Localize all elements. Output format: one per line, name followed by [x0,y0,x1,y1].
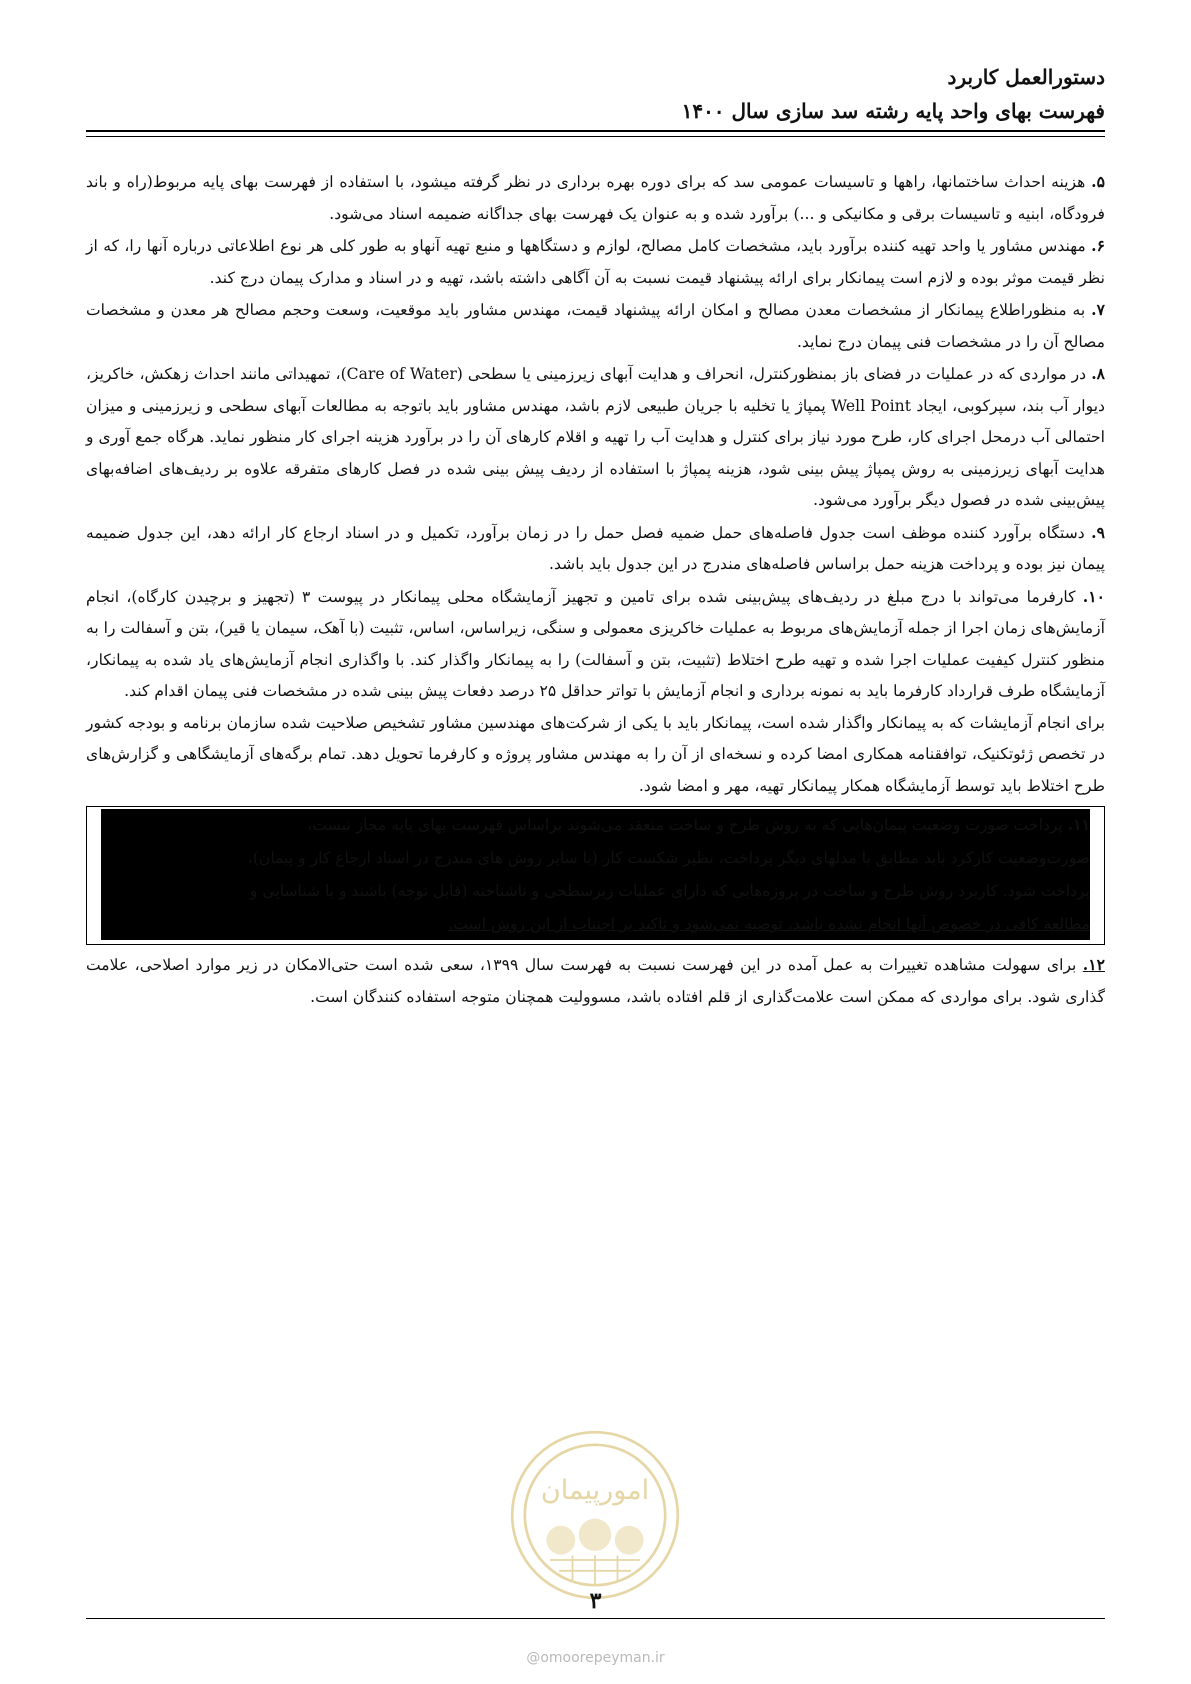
header-rule-thin [86,136,1105,137]
boxed-line-text: مطالعه کافی در خصوص آنها انجام نشده باشد، توصیه نمی‌شود و تاکید بر اجتناب از این روش است. [448,915,1090,933]
paragraph-6 [86,230,1105,294]
paragraph-10-continued [86,708,1105,803]
paragraph-number: ۸. [1091,364,1106,383]
document-body [86,166,1105,1013]
paragraph-text: به منظوراطلاع پیمانکار از مشخصات معدن مصالح و امکان ارائه پیشنهاد قیمت، مهندس مشاور باید موقعیت، وسعت وحجم مصالح هر معدن و مشخصات مصالح آن را در مشخصات فنی پیمان درج نماید. [86,301,1105,351]
header-subtitle: فهرست بهای واحد پایه رشته سد سازی سال ۱۴۰۰ [681,99,1105,123]
paragraph-text: دستگاه برآورد کننده موظف است جدول فاصله‌های حمل ضمیه فصل حمل را در زمان برآورد، تکمیل و در اسناد ارجاع کار ارائه دهد، این جدول ضمیمه پیمان نیز بوده و پرداخت هزینه حمل براساس فاصله‌های مندرج در این جدول باید باشد. [86,523,1105,573]
boxed-line [101,908,1090,940]
paragraph-text: در مواردی که در عملیات در فضای باز بمنظورکنترل، انحراف و هدایت آبهای زیرزمینی یا سطحی (Care of Water)، تمهیداتی مانند احداث زهکش، خاکریز، دیوار آب بند، سپرکوبی، ایجاد Well Point پمپاژ یا تخلیه با جریان طبیعی لازم باشد، مهندس مشاور باید باتوجه به مطالعات آبهای سطحی و زیرزمینی و میزان احتمالی آب درمحل اجرای کار، طرح مورد نیاز برای کنترل و هدایت آب را تهیه و اقلام کارهای آن را در برآورد هزینه اجرای کار منظور نماید. هرگاه جمع آوری و هدایت آبهای زیرزمینی به روش پمپاژ پیش بینی شود، هزینه پمپاژ با استفاده از ردیف پیش بینی شده در فصل کارهای متفرقه علاوه بر ردیف‌های اضافه‌بهای پیش‌بینی شده در فصول دیگر برآورد می‌شود. [86,365,1105,509]
boxed-line-text: پرداخت شود. کاربرد روش طرح و ساخت در پروژه‌هایی که دارای عملیات زیرسطحی و ناشناخته (قابل توجه) باشند و یا شناسایی و [249,882,1090,900]
watermark-logo [505,1425,685,1605]
boxed-line [101,809,1090,842]
paragraph-number: ۶. [1091,236,1105,255]
paragraph-9 [86,517,1105,581]
paragraph-number: ۱۲. [1082,955,1105,974]
boxed-paragraph-11 [86,806,1105,945]
page-header [86,60,1105,128]
boxed-line-text: پرداخت صورت وضعیت پیمان‌هایی که به روش طرح و ساخت منعقد می‌شوند براساس فهرست بهای پایه مجاز نیست، [307,816,1068,834]
paragraph-text: هزینه احداث ساختمانها، راهها و تاسیسات عمومی سد که برای دوره بهره برداری در نظر گرفته میشود، با استفاده از فهرست بهای پایه مربوط(راه و باند فرودگاه، ابنیه و تاسیسات برقی و مکانیکی و ...) برآورد شده و به عنوان یک فهرست بهای جداگانه ضمیمه اسناد می‌شود. [86,173,1105,223]
paragraph-text: مهندس مشاور یا واحد تهیه کننده برآورد باید، مشخصات کامل مصالح، لوازم و دستگاهها و منبع تهیه آنهاو به طور کلی هر نوع اطلاعاتی درباره آنها را، که از نظر قیمت موثر بوده و لازم است پیمانکار برای ارائه پیشنهاد قیمت نسبت به آن آگاهی داشته باشد، تهیه و در اسناد و مدارک پیمان درج کند. [86,237,1105,287]
paragraph-text: برای انجام آزمایشات که به پیمانکار واگذار شده است، پیمانکار باید با یکی از شرکت‌های مهندسین مشاور تشخیص صلاحیت شده سازمان برنامه و بودجه کشور در تخصص ژئوتکنیک، توافقنامه همکاری امضا کرده و نسخه‌ای از آن را به مهندس مشاور پروژه و کارفرما تحویل دهد. تمام برگه‌های آزمایشگاهی و گزارش‌های طرح اختلاط باید توسط آزمایشگاه همکار پیمانکار تهیه، مهر و امضا شود. [86,713,1105,795]
paragraph-number: ۱۱. [1067,815,1090,834]
logo-text: امورپیمان [540,1474,650,1506]
paragraph-text: برای سهولت مشاهده تغییرات به عمل آمده در این فهرست نسبت به فهرست سال ۱۳۹۹، سعی شده است حتی‌الامکان در زیر موارد اصلاحی، علامت گذاری شود. برای مواردی که ممکن است علامت‌گذاری از قلم افتاده باشد، مسوولیت همچنان متوجه استفاده کنندگان است. [86,956,1105,1006]
website-watermark: @omoorepeyman.ir [526,1650,665,1666]
boxed-line-text: صورت‌وضعیت کارکرد باید مطابق با مدلهای دیگر پرداخت، نظیر شکست کار (یا سایر روش های مندرج در اسناد ارجاع کار و پیمان)، [247,849,1090,867]
paragraph-text: کارفرما می‌تواند با درج مبلغ در ردیف‌های پیش‌بینی شده برای تامین و تجهیز آزمایشگاه محلی پیمانکار در پیوست ۳ (تجهیز و برچیدن کارگاه)، انجام آزمایش‌های زمان اجرا از جمله آزمایش‌های مربوط به عملیات خاکریزی معمولی و سنگی، زیراساس، اساس، تثبیت (با آهک، سیمان یا قیر)، بتن و آسفالت را به منظور کنترل کیفیت عملیات اجرا شده و تهیه طرح اختلاط (تثبیت، بتن و آسفالت) را به پیمانکار واگذار کند. با واگذاری انجام آزمایش‌های یاد شده به پیمانکار، آزمایشگاه طرف قرارداد کارفرما باید به نمونه برداری و انجام آزمایش با تواتر حداقل ۲۵ درصد دفعات پیش بینی شده در مشخصات فنی پیمان اقدام کند. [86,587,1105,700]
page-number: ۳ [589,1588,602,1614]
paragraph-number: ۷. [1091,300,1105,319]
paragraph-number: ۹. [1091,522,1105,542]
paragraph-8 [86,358,1105,517]
header-title: دستورالعمل کاربرد [947,65,1105,89]
paragraph-number: ۱۰. [1082,586,1105,606]
paragraph-10 [86,581,1105,708]
header-rule-thick [86,130,1105,132]
paragraph-12 [86,949,1105,1013]
boxed-line [101,842,1090,875]
paragraph-7 [86,294,1105,358]
paragraph-5 [86,166,1105,230]
boxed-line [101,875,1090,908]
paragraph-number: ۵. [1091,172,1105,191]
footer-rule [86,1618,1105,1619]
